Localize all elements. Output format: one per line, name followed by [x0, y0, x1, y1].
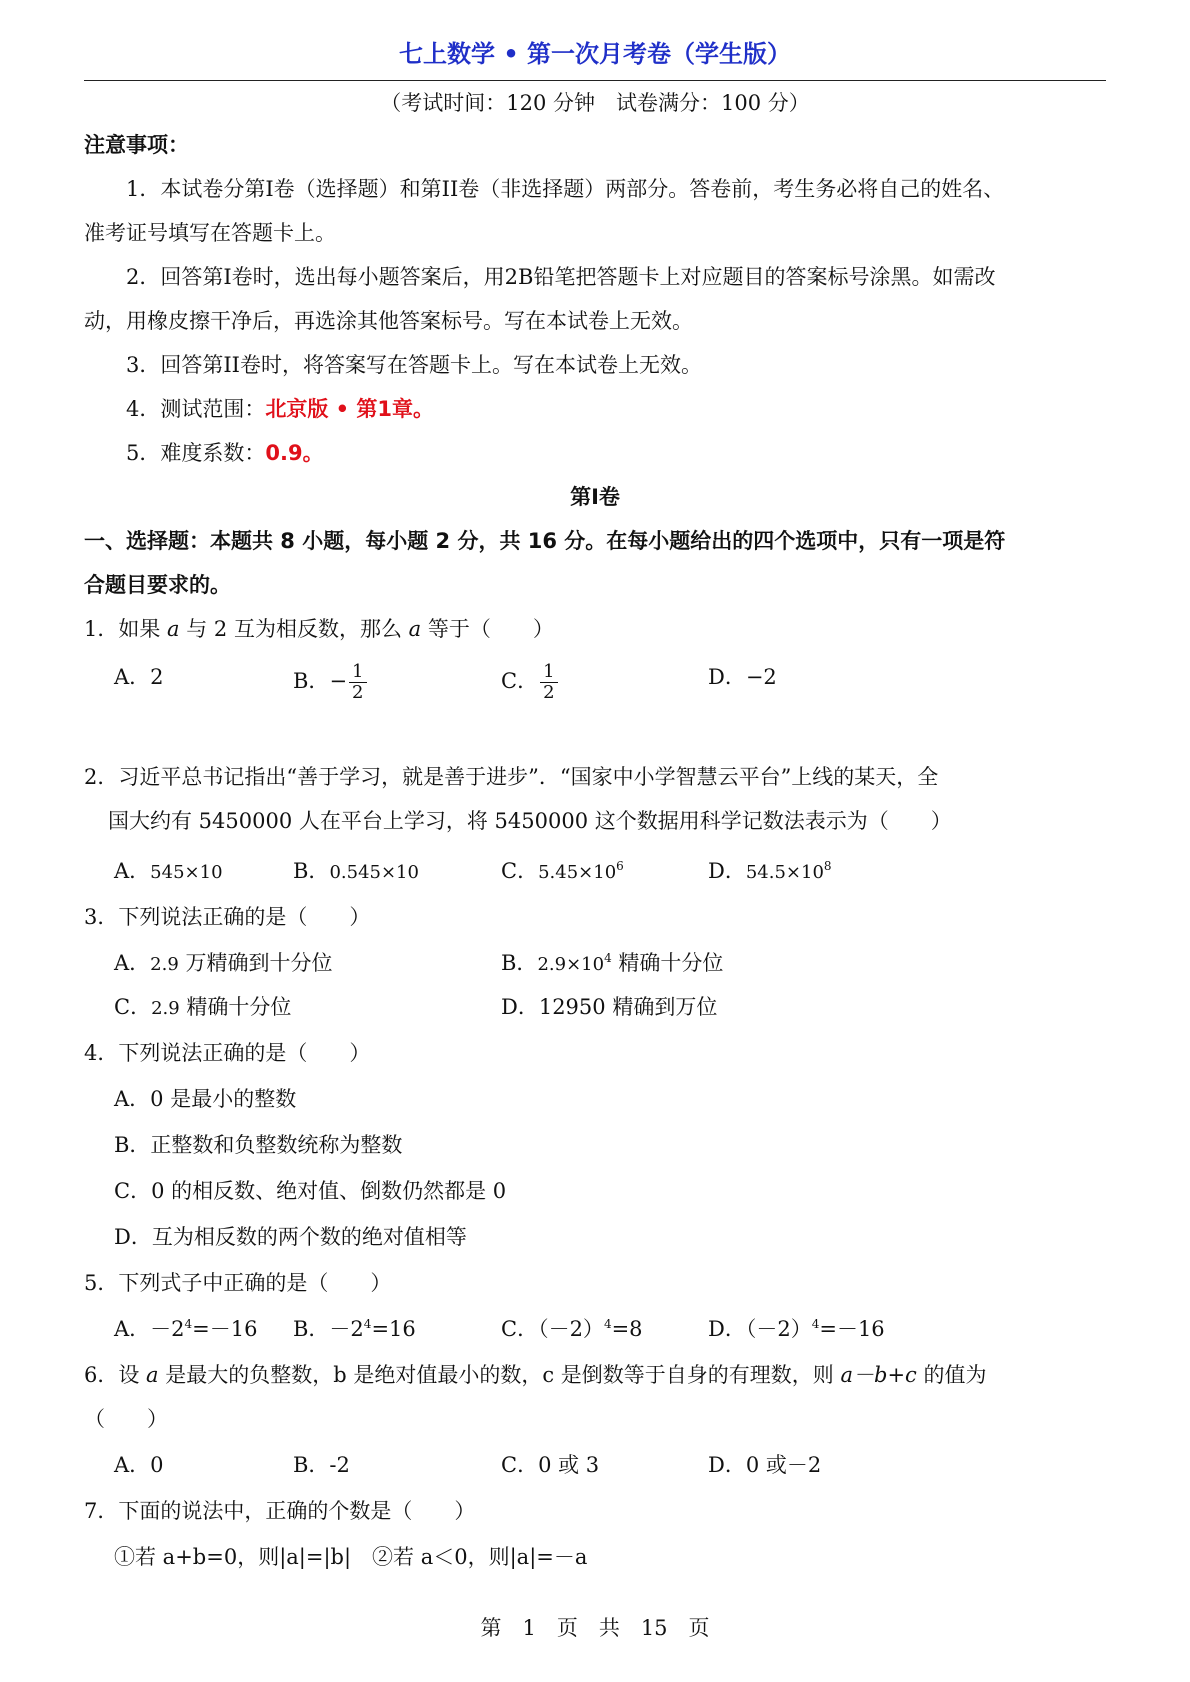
- fraction-numerator: 1: [540, 662, 557, 683]
- note-4: [126, 394, 434, 424]
- q2-option-c-exponent: 6: [616, 859, 624, 873]
- q5-option-c-base: C．（－2）: [501, 1317, 604, 1341]
- q2-option-a-label: A．: [114, 859, 151, 883]
- q4-option-b: B．正整数和负整数统称为整数: [114, 1133, 403, 1157]
- question-6-stem-line-2: （ ）: [84, 1407, 168, 1431]
- fraction-numerator: 1: [349, 662, 366, 683]
- exam-info: （考试时间：120 分钟 试卷满分：100 分）: [380, 91, 810, 115]
- q1-option-b-sign: −: [329, 669, 348, 693]
- q1-option-c-fraction: [540, 662, 557, 703]
- q3-option-a: [114, 948, 333, 980]
- q3-option-b-base: 2.9×10: [537, 954, 605, 975]
- q3-option-c: [114, 992, 291, 1024]
- note-5: [126, 438, 324, 468]
- q6-expression: a－b+c: [840, 1363, 917, 1387]
- notes-heading: 注意事项：: [84, 133, 189, 157]
- q5-option-a-base: A．－2: [114, 1317, 185, 1341]
- q2-option-c-base: 5.45×10: [538, 862, 617, 883]
- q6-option-c: C．0 或 3: [501, 1453, 600, 1477]
- q1-var-a: a: [167, 617, 180, 641]
- fraction-denominator: 2: [352, 682, 364, 703]
- question-3-stem: 3．下列说法正确的是（ ）: [84, 905, 371, 929]
- q3-option-a-text: 万精确到十分位: [178, 951, 333, 975]
- q6-option-a: A．0: [114, 1453, 164, 1477]
- question-1-stem: [84, 614, 554, 644]
- section-heading-line-2: 合题目要求的。: [84, 573, 231, 597]
- q3-option-c-number: 2.9: [151, 998, 180, 1019]
- q5-option-a-result: =－16: [192, 1317, 258, 1341]
- q1-option-b-label: B．: [293, 669, 330, 693]
- q3-option-a-label: A．: [114, 951, 151, 975]
- q1-option-c: [501, 662, 560, 703]
- q3-option-b-text: 精确十分位: [611, 951, 724, 975]
- q3-option-c-label: C．: [114, 995, 152, 1019]
- volume-title: 第I卷: [570, 485, 620, 509]
- q3-option-c-text: 精确十分位: [179, 995, 292, 1019]
- note-4-scope: 北京版 • 第1章。: [265, 397, 435, 421]
- q2-option-a-value: 545×10: [150, 862, 223, 883]
- q1-option-d: D．−2: [708, 665, 777, 689]
- q2-option-c-label: C．: [501, 859, 539, 883]
- q5-option-a-exponent: 4: [184, 1317, 193, 1331]
- note-3: 3．回答第II卷时，将答案写在答题卡上。写在本试卷上无效。: [126, 353, 702, 377]
- q5-option-b: [293, 1314, 416, 1344]
- q4-option-a: A．0 是最小的整数: [114, 1087, 297, 1111]
- q6-option-d: D．0 或－2: [708, 1453, 822, 1477]
- question-6-stem-line-1: [84, 1360, 987, 1390]
- q2-option-c: [501, 856, 624, 888]
- q5-option-d-result: =－16: [819, 1317, 885, 1341]
- q2-option-b-value: 0.545×10: [329, 862, 419, 883]
- q5-option-c-exponent: 4: [603, 1317, 612, 1331]
- q4-option-d: D．互为相反数的两个数的绝对值相等: [114, 1225, 467, 1249]
- q5-option-c-result: =8: [611, 1317, 643, 1341]
- q2-option-d-base: 54.5×10: [745, 862, 824, 883]
- q6-stem-part: 6．设: [84, 1363, 147, 1387]
- q2-option-b: [293, 856, 419, 888]
- q6-var-a: a: [146, 1363, 159, 1387]
- q5-option-b-exponent: 4: [363, 1317, 372, 1331]
- q2-option-d: [708, 856, 832, 888]
- note-2-line-1: 2．回答第I卷时，选出每小题答案后，用2B铅笔把答题卡上对应题目的答案标号涂黑。如需改: [126, 265, 996, 289]
- fraction-denominator: 2: [543, 682, 555, 703]
- page-title: 七上数学 • 第一次月考卷（学生版）: [398, 40, 792, 68]
- note-5-label: 5．难度系数：: [126, 441, 266, 465]
- note-5-difficulty: 0.9。: [265, 441, 324, 465]
- note-1-line-2: 准考证号填写在答题卡上。: [84, 221, 336, 245]
- q6-option-b: B．-2: [293, 1453, 350, 1477]
- q1-stem-part: 等于（ ）: [421, 617, 554, 641]
- question-2-stem-line-2: 国大约有 5450000 人在平台上学习，将 5450000 这个数据用科学记数法表示为（ ）: [108, 809, 952, 833]
- q1-option-c-label: C．: [501, 669, 539, 693]
- q5-option-b-result: =16: [371, 1317, 416, 1341]
- q1-stem-part: 与 2 互为相反数，那么: [179, 617, 409, 641]
- q2-option-a: [114, 856, 223, 888]
- q4-option-c: C．0 的相反数、绝对值、倒数仍然都是 0: [114, 1179, 507, 1203]
- q1-option-a: A．2: [114, 665, 164, 689]
- q6-stem-part: 是最大的负整数，b 是绝对值最小的数，c 是倒数等于自身的有理数，则: [158, 1363, 841, 1387]
- q3-option-d: D．12950 精确到万位: [501, 995, 718, 1019]
- q1-option-b: [293, 662, 369, 703]
- question-5-stem: 5．下列式子中正确的是（ ）: [84, 1271, 392, 1295]
- q2-option-d-exponent: 8: [823, 859, 832, 873]
- note-1-line-1: 1．本试卷分第I卷（选择题）和第II卷（非选择题）两部分。答卷前，考生务必将自己的姓名、: [126, 177, 1005, 201]
- page-footer: 第 1 页 共 15 页: [480, 1616, 710, 1640]
- q5-option-d: [708, 1314, 885, 1344]
- q5-option-d-exponent: 4: [811, 1317, 820, 1331]
- question-7-stem: 7．下面的说法中，正确的个数是（ ）: [84, 1499, 476, 1523]
- q1-option-b-fraction: [349, 662, 366, 703]
- q1-var-a: a: [408, 617, 422, 641]
- note-4-label: 4．测试范围：: [126, 397, 266, 421]
- q5-option-c: [501, 1314, 643, 1344]
- q5-option-b-base: B．－2: [293, 1317, 364, 1341]
- note-2-line-2: 动，用橡皮擦干净后，再选涂其他答案标号。写在本试卷上无效。: [84, 309, 693, 333]
- question-4-stem: 4．下列说法正确的是（ ）: [84, 1041, 371, 1065]
- q6-stem-part: 的值为: [916, 1363, 987, 1387]
- q3-option-b-exponent: 4: [604, 951, 612, 965]
- q3-option-b-label: B．: [501, 951, 538, 975]
- q5-option-d-base: D．（－2）: [708, 1317, 812, 1341]
- header-divider: [84, 80, 1106, 81]
- q7-statements: ①若 a+b=0，则|a|=|b| ②若 a＜0，则|a|=－a: [114, 1545, 588, 1569]
- q2-option-d-label: D．: [708, 859, 746, 883]
- question-2-stem-line-1: 2．习近平总书记指出“善于学习，就是善于进步”．“国家中小学智慧云平台”上线的某天，全: [84, 765, 939, 789]
- q1-stem-part: 1．如果: [84, 617, 168, 641]
- q2-option-b-label: B．: [293, 859, 330, 883]
- q3-option-b: [501, 948, 723, 980]
- section-heading-line-1: 一、选择题：本题共 8 小题，每小题 2 分，共 16 分。在每小题给出的四个选项中，只有一项是符: [84, 529, 1006, 553]
- q3-option-a-number: 2.9: [150, 954, 179, 975]
- q5-option-a: [114, 1314, 258, 1344]
